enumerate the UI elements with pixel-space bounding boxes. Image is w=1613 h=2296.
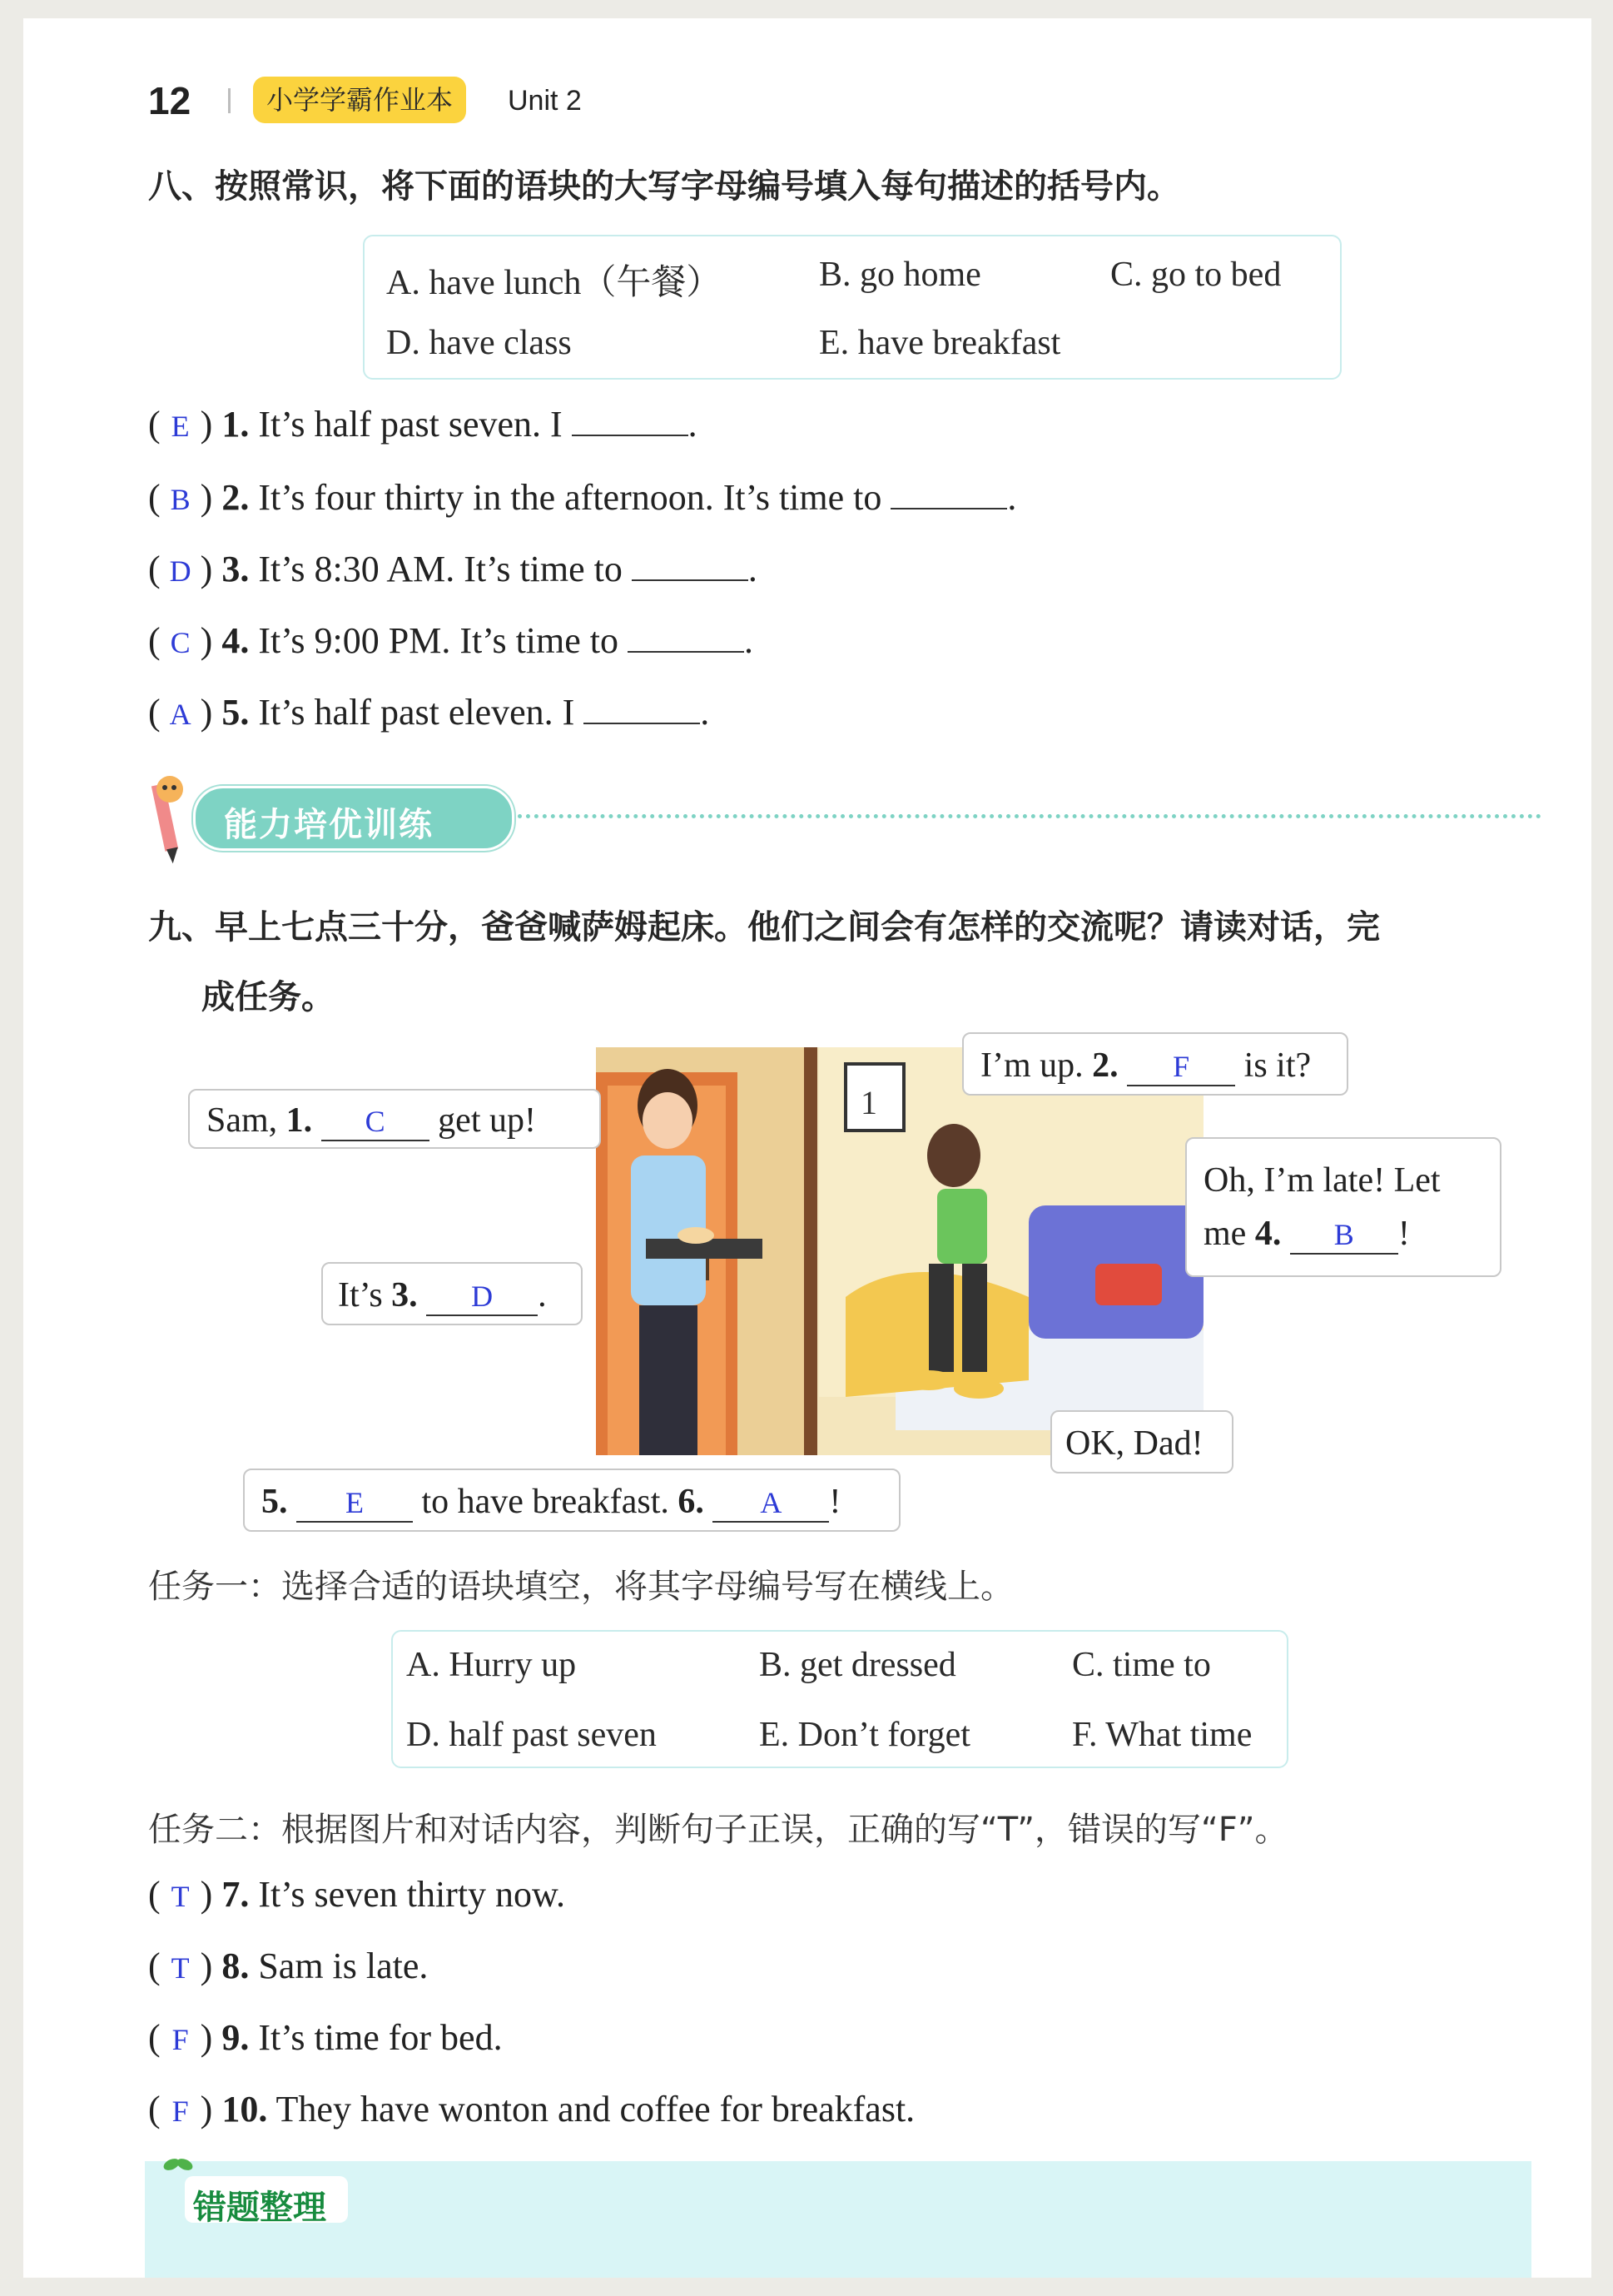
workbook-page — [23, 18, 1591, 2278]
header-divider — [228, 88, 231, 113]
answer-blank — [628, 623, 744, 653]
option-d: D. have class — [386, 324, 572, 362]
question-text: It’s 8:30 AM. It’s time to — [258, 549, 623, 589]
option-b: B. go home — [819, 256, 981, 294]
bubble-text: Sam, — [206, 1101, 278, 1140]
bubble-text: is it? — [1243, 1046, 1312, 1085]
section-band-pill — [193, 786, 514, 851]
task1-option-c: C. time to — [1072, 1646, 1211, 1684]
section-band-dots — [518, 814, 1541, 818]
blank-number: 6. — [677, 1483, 704, 1521]
question-end: . — [700, 692, 710, 733]
bubble-text: I’m up. — [980, 1046, 1084, 1085]
answer-mark: T — [171, 1880, 190, 1913]
answer-mark: D — [169, 554, 191, 588]
question-number: 3. — [221, 549, 250, 589]
mistake-review-label — [185, 2176, 348, 2227]
question-number: 2. — [221, 477, 250, 518]
answer-fill: A — [712, 1484, 829, 1523]
question-number: 9. — [221, 2017, 250, 2058]
sprout-icon — [161, 2154, 195, 2176]
question-text: It’s seven thirty now. — [258, 1874, 565, 1915]
answer-fill: B — [1290, 1216, 1398, 1255]
question-number: 8. — [221, 1946, 250, 1986]
bubble-text: ! — [829, 1483, 841, 1521]
question-text: It’s 9:00 PM. It’s time to — [258, 620, 619, 661]
bubble-text: to have breakfast. — [421, 1483, 669, 1521]
question-text: They have wonton and coffee for breakfast. — [275, 2089, 916, 2130]
answer-fill: E — [296, 1484, 413, 1523]
bubble-text: OK, Dad! — [1065, 1424, 1204, 1463]
illustration — [596, 1047, 1204, 1455]
task1-title: 任务一：选择合适的语块填空，将其字母编号写在横线上。 — [148, 1568, 1014, 1606]
blank-number: 2. — [1092, 1046, 1119, 1085]
question-number: 7. — [221, 1874, 250, 1915]
mistake-review-box — [145, 2161, 1531, 2278]
question-text: It’s four thirty in the afternoon. It’s time to — [258, 477, 882, 518]
question-row: ( E ) 1. It’s half past seven. I . — [148, 404, 697, 445]
question-row: ( B ) 2. It’s four thirty in the afternoon. It’s time to . — [148, 477, 1017, 518]
question-text: It’s half past eleven. I — [258, 692, 575, 733]
question-end: . — [744, 620, 754, 661]
answer-fill: C — [321, 1103, 429, 1141]
brand-badge: 小学学霸作业本 — [253, 77, 466, 123]
question-row: ( A ) 5. It’s half past eleven. I . — [148, 692, 710, 733]
section8-options-box — [363, 235, 1342, 380]
blank-number: 5. — [261, 1483, 288, 1521]
judgement-row: ( T ) 8. Sam is late. — [148, 1946, 429, 1986]
question-number: 1. — [221, 404, 250, 445]
blank-number: 4. — [1254, 1215, 1282, 1253]
page-number: 12 — [148, 79, 191, 122]
section9-title-line2: 成任务。 — [201, 978, 335, 1016]
question-end: . — [687, 404, 697, 445]
section9-title-line1: 九、早上七点三十分，爸爸喊萨姆起床。他们之间会有怎样的交流呢？请读对话，完 — [148, 908, 1380, 947]
question-text: It’s half past seven. I — [258, 404, 563, 445]
unit-label: Unit 2 — [508, 85, 582, 117]
option-c: C. go to bed — [1110, 256, 1282, 294]
answer-mark: A — [169, 698, 191, 731]
bubble-text: . — [538, 1276, 547, 1314]
answer-fill: F — [1127, 1048, 1235, 1086]
speech-bubble-1 — [188, 1089, 601, 1149]
question-end: . — [747, 549, 757, 589]
question-row: ( C ) 4. It’s 9:00 PM. It’s time to . — [148, 620, 754, 661]
clock-numeral: 1 — [861, 1084, 877, 1121]
blank-number: 3. — [391, 1276, 418, 1314]
bubble-text: ! — [1397, 1215, 1410, 1253]
answer-mark: T — [171, 1951, 190, 1985]
option-a: A. have lunch（午餐） — [386, 264, 722, 302]
section-band-title: 能力培优训练 — [224, 806, 434, 844]
section8-title: 八、按照常识，将下面的语块的大写字母编号填入每句描述的括号内。 — [148, 167, 1180, 206]
answer-fill: D — [426, 1278, 538, 1316]
question-row: ( D ) 3. It’s 8:30 AM. It’s time to . — [148, 549, 757, 589]
bubble-text: get up! — [438, 1101, 536, 1140]
judgement-row: ( T ) 7. It’s seven thirty now. — [148, 1874, 565, 1915]
answer-blank — [583, 694, 700, 724]
question-text: It’s time for bed. — [258, 2017, 503, 2058]
mistake-review-title: 错题整理 — [193, 2189, 326, 2227]
bubble-text: It’s — [338, 1276, 383, 1314]
task1-option-b: B. get dressed — [759, 1646, 956, 1684]
task2-title: 任务二：根据图片和对话内容，判断句子正误，正确的写“T”，错误的写“F”。 — [148, 1811, 1288, 1849]
question-end: . — [1007, 477, 1017, 518]
question-number: 10. — [221, 2089, 268, 2130]
option-e: E. have breakfast — [819, 324, 1061, 362]
pencil-cat-icon — [148, 768, 183, 867]
bubble-text: Oh, I’m late! Let — [1204, 1161, 1441, 1200]
answer-blank — [632, 551, 748, 581]
answer-blank — [572, 406, 688, 436]
answer-mark: C — [170, 626, 191, 659]
answer-blank — [891, 480, 1007, 509]
speech-bubble-4 — [1185, 1137, 1501, 1277]
question-number: 4. — [221, 620, 250, 661]
speech-bubble-5 — [1050, 1410, 1233, 1474]
bubble-text: me — [1204, 1215, 1247, 1253]
task1-options-box — [391, 1630, 1288, 1768]
judgement-row: ( F ) 10. They have wonton and coffee for breakfast. — [148, 2089, 916, 2130]
answer-mark: F — [171, 2095, 189, 2128]
answer-mark: F — [171, 2023, 189, 2056]
question-number: 5. — [221, 692, 250, 733]
task1-option-d: D. half past seven — [406, 1716, 657, 1754]
task1-option-a: A. Hurry up — [406, 1646, 577, 1684]
speech-bubble-6 — [243, 1469, 901, 1532]
speech-bubble-2 — [962, 1032, 1348, 1096]
task1-option-e: E. Don’t forget — [759, 1716, 970, 1754]
question-text: Sam is late. — [258, 1946, 429, 1986]
judgement-row: ( F ) 9. It’s time for bed. — [148, 2017, 503, 2058]
answer-mark: B — [170, 483, 191, 516]
speech-bubble-3 — [321, 1262, 583, 1325]
task1-option-f: F. What time — [1072, 1716, 1253, 1754]
blank-number: 1. — [285, 1101, 313, 1140]
answer-mark: E — [171, 410, 190, 443]
